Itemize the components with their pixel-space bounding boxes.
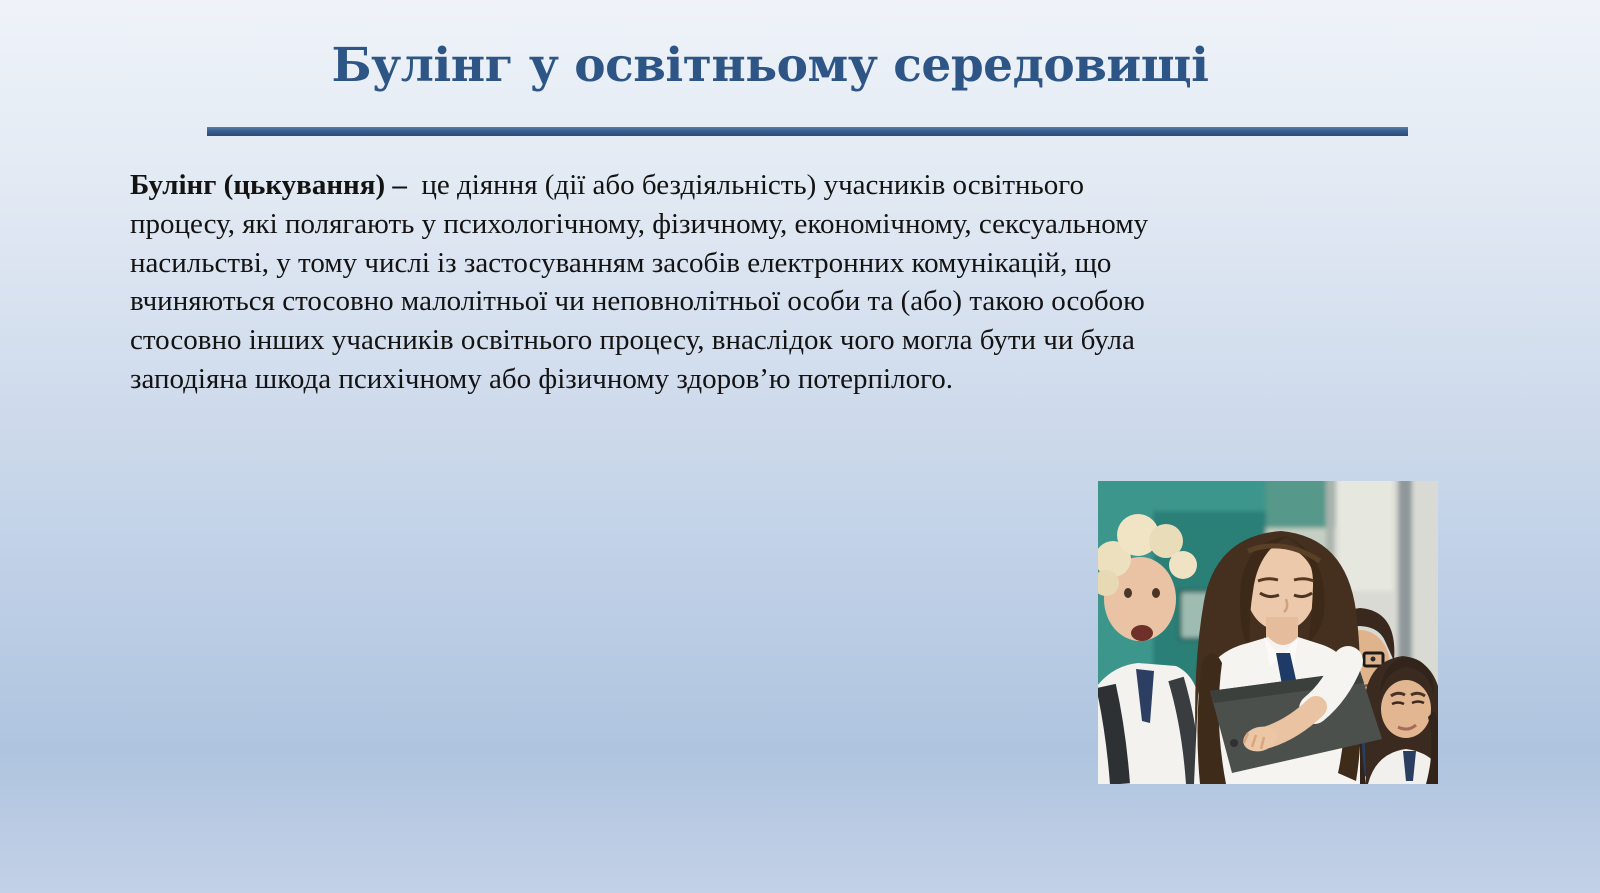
paragraph-line-6: заподіяна шкода психічному або фізичному здоров’ю потерпілого. bbox=[130, 362, 953, 395]
paragraph-line-1 bbox=[130, 166, 1530, 205]
paragraph-line-2: процесу, які полягають у психологічному, фізичному, економічному, сексуальному bbox=[130, 207, 1149, 240]
paragraph-line-4: вчиняються стосовно малолітньої чи неповнолітньої особи та (або) такою особою bbox=[130, 285, 1145, 318]
title-block bbox=[170, 38, 1370, 93]
paragraph-line-1-rest: це діяння (дії або бездіяльність) учасників освітнього bbox=[406, 169, 1084, 201]
paragraph-line-3: насильстві, у тому числі із застосуванням засобів електронних комунікацій, що bbox=[130, 246, 1112, 279]
definition-term: Булінг (цькування) – bbox=[130, 169, 407, 201]
students-bullying-photo bbox=[1098, 481, 1438, 784]
students-photo-illustration bbox=[1098, 481, 1438, 784]
title-divider bbox=[207, 127, 1408, 136]
paragraph-line-5: стосовно інших учасників освітнього процесу, внаслідок чого могла бути чи була bbox=[130, 324, 1135, 357]
slide-title: Булінг у освітньому середовищі bbox=[331, 38, 1209, 93]
definition-paragraph bbox=[130, 166, 1530, 399]
